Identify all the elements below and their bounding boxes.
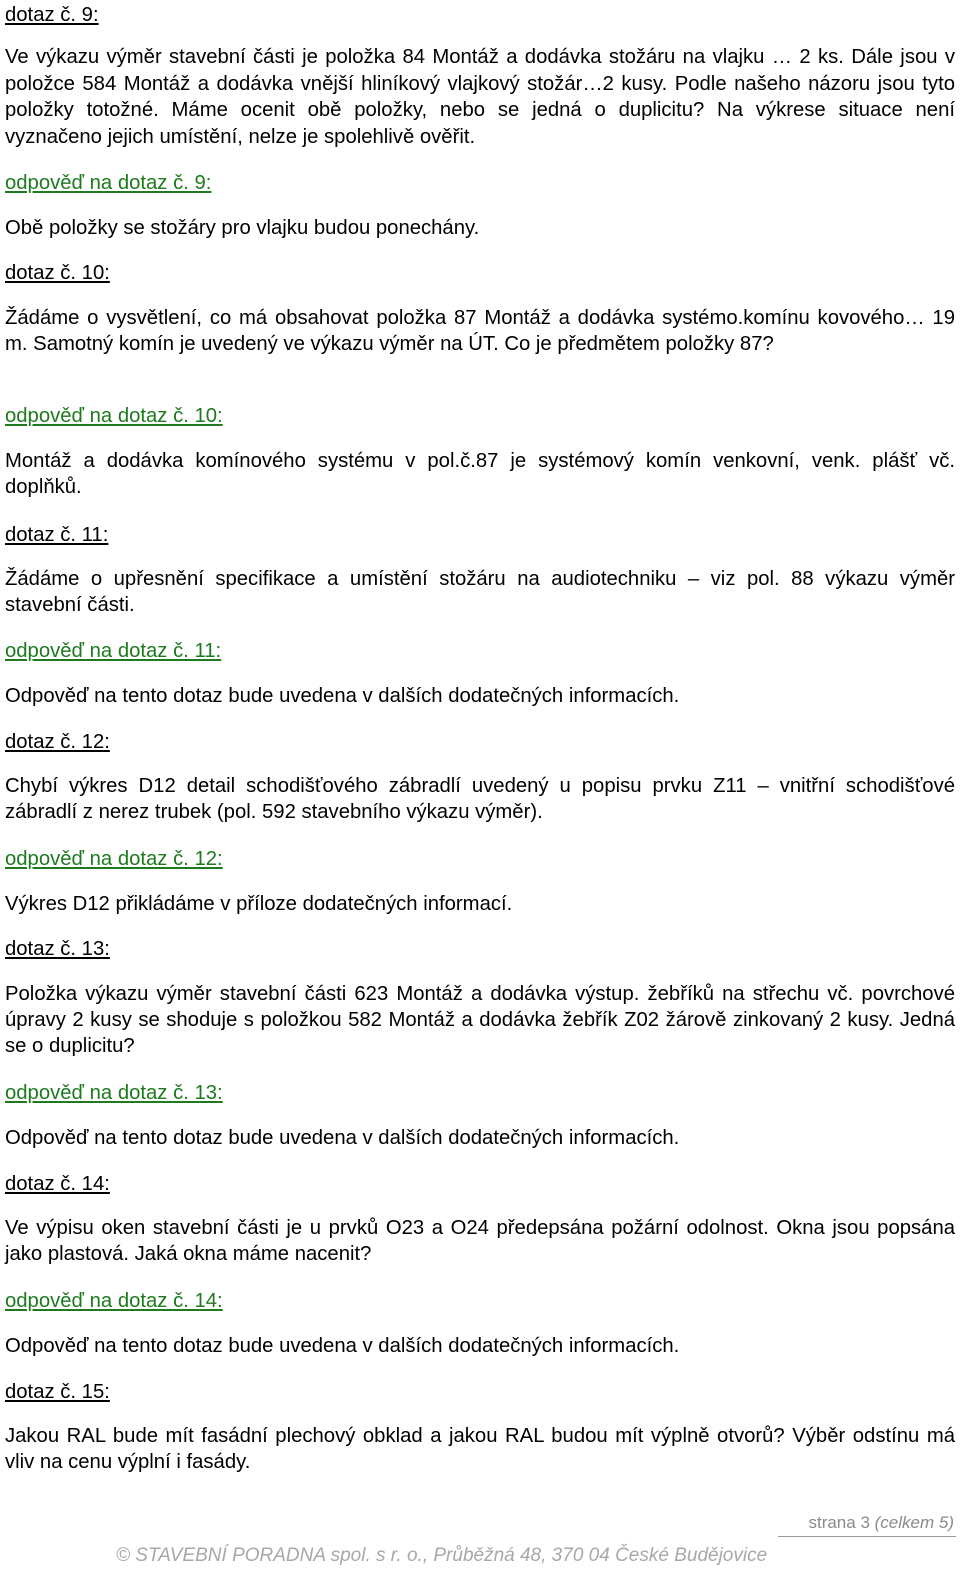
question-label xyxy=(5,936,955,962)
question-14-text-block xyxy=(5,1215,955,1267)
question-12-text: Chybí výkres D12 detail schodišťového zábradlí uvedený u popisu prvku Z11 – vnitřní schodišťové zábradlí z nerez trubek (pol. 592 stavebního výkazu výměr). xyxy=(5,775,955,823)
answer-14-text-block xyxy=(5,1333,955,1359)
question-15-label: dotaz č. 15: xyxy=(5,1381,110,1403)
answer-label xyxy=(5,1080,955,1106)
answer-label xyxy=(5,170,955,196)
page-total: (celkem 5) xyxy=(874,1513,954,1532)
question-15-text-block xyxy=(5,1423,955,1475)
answer-label xyxy=(5,638,955,664)
answer-10-text: Montáž a dodávka komínového systému v pol.č.87 je systémový komín venkovní, venk. plášť vč. doplňků. xyxy=(5,450,955,498)
answer-11-label: odpověď na dotaz č. 11: xyxy=(5,640,222,662)
answer-9-label: odpověď na dotaz č. 9: xyxy=(5,172,212,194)
answer-label xyxy=(5,846,955,872)
question-12-text-block xyxy=(5,773,955,825)
question-10-text: Žádáme o vysvětlení, co má obsahovat položka 87 Montáž a dodávka systémo.komínu kovového… 19 m. Samotný komín je uvedený ve výkazu výměr na ÚT. Co je předmětem položky 87? xyxy=(5,307,955,355)
answer-10-label: odpověď na dotaz č. 10: xyxy=(5,405,223,427)
answer-9-text-block xyxy=(5,215,955,241)
answer-12-text: Výkres D12 přikládáme v příloze dodatečných informací. xyxy=(5,893,513,915)
question-12-label: dotaz č. 12: xyxy=(5,731,110,753)
answer-10-text-block xyxy=(5,448,955,500)
answer-12-text-block xyxy=(5,891,955,917)
answer-label xyxy=(5,403,955,429)
question-10-text-block xyxy=(5,305,955,357)
answer-14-label: odpověď na dotaz č. 14: xyxy=(5,1290,223,1312)
answer-label xyxy=(5,1288,955,1314)
question-15-text: Jakou RAL bude mít fasádní plechový obklad a jakou RAL budou mít výplně otvorů? Výběr odstínu má vliv na cenu výplní i fasády. xyxy=(5,1425,955,1473)
answer-13-label: odpověď na dotaz č. 13: xyxy=(5,1082,223,1104)
answer-12-label: odpověď na dotaz č. 12: xyxy=(5,848,223,870)
question-label xyxy=(5,729,955,755)
footer-divider xyxy=(778,1536,956,1537)
question-10-label: dotaz č. 10: xyxy=(5,262,110,284)
question-13-label: dotaz č. 13: xyxy=(5,938,110,960)
answer-13-text: Odpověď na tento dotaz bude uvedena v dalších dodatečných informacích. xyxy=(5,1127,680,1149)
answer-9-text: Obě položky se stožáry pro vlajku budou ponechány. xyxy=(5,217,480,239)
question-label xyxy=(5,1379,955,1405)
question-9-text: Ve výkazu výměr stavební části je položka 84 Montáž a dodávka stožáru na vlajku … 2 ks. Dále jsou v položce 584 Montáž a dodávka vnější hliníkový vlajkový stožár…2 kusy. Podle našeho názoru jsou tyto položky totožné. Máme ocenit obě položky, nebo se jedná o duplicitu? Na výkrese situace není vyznačeno jejich umístění, nelze je spolehlivě ověřit. xyxy=(5,46,955,148)
answer-14-text: Odpověď na tento dotaz bude uvedena v dalších dodatečných informacích. xyxy=(5,1335,680,1357)
question-11-text-block xyxy=(5,566,955,618)
question-11-text: Žádáme o upřesnění specifikace a umístění stožáru na audiotechniku – viz pol. 88 výkazu výměr stavební části. xyxy=(5,568,955,616)
question-11-label: dotaz č. 11: xyxy=(5,524,109,546)
question-9-label: dotaz č. 9: xyxy=(5,4,99,26)
footer-company: © STAVEBNÍ PORADNA spol. s r. o., Průběžná 48, 370 04 České Budějovice xyxy=(116,1545,768,1566)
answer-13-text-block xyxy=(5,1125,955,1151)
question-14-text: Ve výpisu oken stavební části je u prvků O23 a O24 předepsána požární odolnost. Okna jsou popsána jako plastová. Jaká okna máme nacenit? xyxy=(5,1217,955,1265)
answer-11-text: Odpověď na tento dotaz bude uvedena v dalších dodatečných informacích. xyxy=(5,685,680,707)
question-13-text: Položka výkazu výměr stavební části 623 Montáž a dodávka výstup. žebříků na střechu vč. povrchové úpravy 2 kusy se shoduje s položkou 582 Montáž a dodávka žebřík Z02 žárově zinkovaný 2 kusy. Jedná se o duplicitu? xyxy=(5,983,955,1057)
page-label: strana 3 xyxy=(808,1513,870,1532)
question-label xyxy=(5,260,955,286)
question-9-text-block xyxy=(5,44,955,150)
question-label xyxy=(5,1171,955,1197)
answer-11-text-block xyxy=(5,683,955,709)
question-14-label: dotaz č. 14: xyxy=(5,1173,110,1195)
question-label xyxy=(5,2,955,28)
question-label xyxy=(5,522,955,548)
page-number xyxy=(808,1510,954,1536)
question-13-text-block xyxy=(5,981,955,1059)
